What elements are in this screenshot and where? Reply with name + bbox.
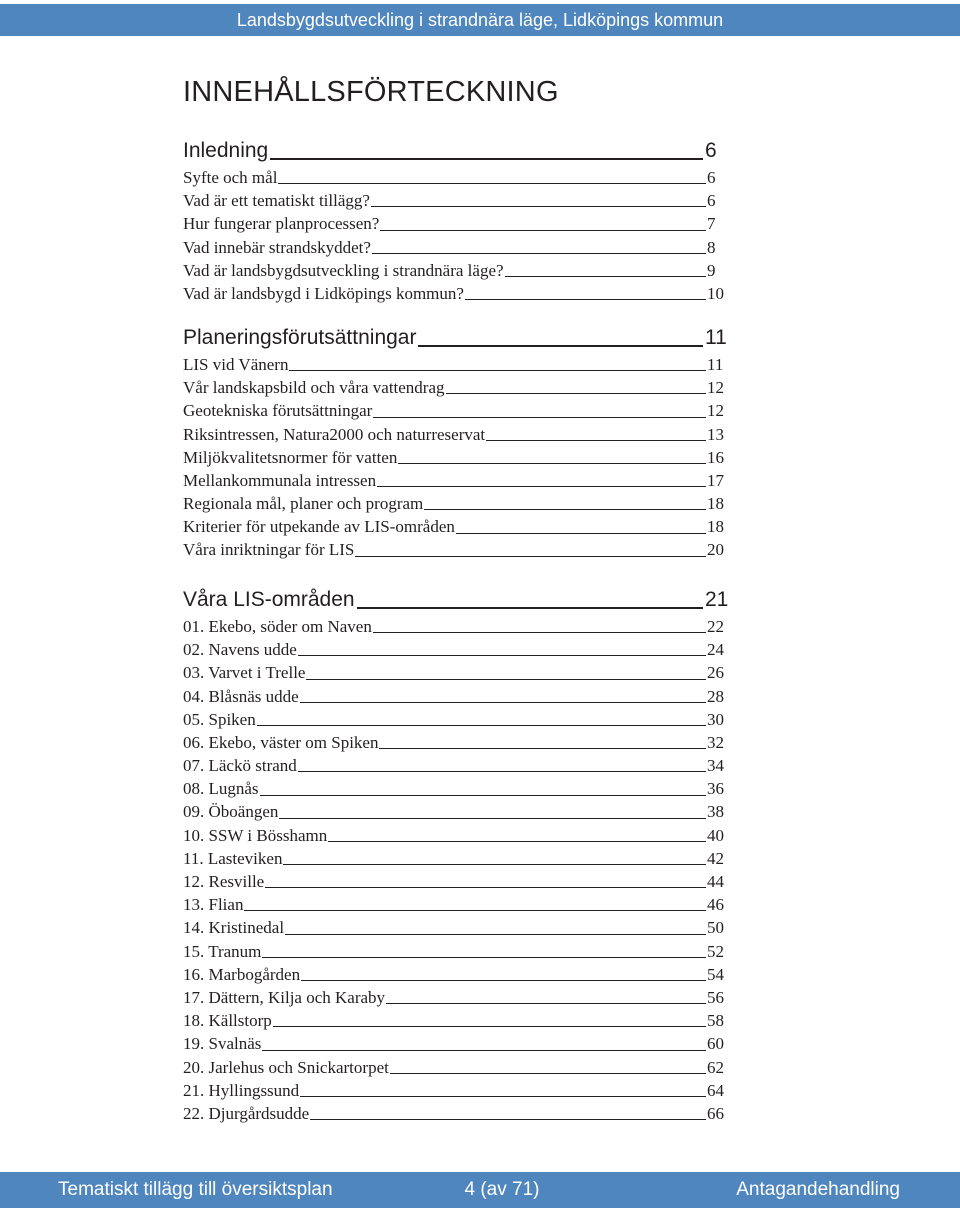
toc-entry[interactable] [183, 986, 729, 1009]
toc-entry[interactable] [183, 661, 729, 684]
dot-leader [355, 556, 706, 557]
toc-entry[interactable] [183, 1032, 729, 1055]
toc-entry-page: 18 [707, 494, 724, 514]
toc-entry-title: 13. Flian [183, 895, 244, 915]
toc-entry-page: 16 [707, 447, 724, 467]
dot-leader [279, 818, 706, 819]
toc-entry[interactable] [183, 777, 729, 800]
toc-entry[interactable] [183, 870, 729, 893]
dot-leader [285, 934, 706, 935]
dot-leader [300, 1096, 706, 1097]
dot-leader [465, 299, 706, 300]
toc-entry[interactable] [183, 1009, 729, 1032]
toc-heading-page: 11 [705, 326, 727, 349]
toc-entry[interactable] [183, 353, 729, 376]
toc-entry-page: 11 [707, 354, 724, 374]
toc-entry-page: 10 [707, 283, 724, 303]
toc-entry[interactable] [183, 236, 729, 259]
dot-leader [298, 655, 706, 656]
toc-entry-title: 07. Läckö strand [183, 756, 297, 776]
toc-entry-page: 58 [707, 1011, 724, 1031]
toc-entry-page: 52 [707, 941, 724, 961]
toc-entry[interactable] [183, 189, 729, 212]
toc-entry-page: 8 [707, 237, 716, 257]
dot-leader [244, 910, 706, 911]
toc-entry-title: 10. SSW i Bösshamn [183, 825, 328, 845]
toc-entry-page: 54 [707, 964, 724, 984]
toc-entry[interactable] [183, 1102, 729, 1125]
toc-entry-title: 01. Ekebo, söder om Naven [183, 616, 372, 636]
toc-entry-title: 11. Lasteviken [183, 848, 283, 868]
dot-leader [301, 980, 706, 981]
toc-entry-page: 40 [707, 825, 724, 845]
toc-entry-page: 6 [707, 191, 716, 211]
toc-entry-title: Vad är ett tematiskt tillägg? [183, 191, 370, 211]
dot-leader [298, 771, 706, 772]
toc-entry[interactable] [183, 1056, 729, 1079]
dot-leader [398, 463, 706, 464]
dot-leader [379, 748, 706, 749]
toc-entry[interactable] [183, 801, 729, 824]
toc-entry[interactable] [183, 1079, 729, 1102]
toc-entry[interactable] [183, 423, 729, 446]
toc-entry[interactable] [183, 399, 729, 422]
toc-entry-page: 6 [707, 167, 716, 187]
toc-entry-title: 18. Källstorp [183, 1011, 272, 1031]
header-text: Landsbygdsutveckling i strandnära läge, Lidköpings kommun [236, 10, 724, 30]
toc-entry-page: 36 [707, 779, 724, 799]
toc-entry[interactable] [183, 754, 729, 777]
toc-entry-page: 20 [707, 540, 724, 560]
toc-entry-page: 44 [707, 872, 724, 892]
toc-entry-title: 15. Tranum [183, 941, 262, 961]
toc-entry-title: Hur fungerar planprocessen? [183, 214, 380, 234]
toc-entry-title: Vad innebär strandskyddet? [183, 237, 371, 257]
toc-entry[interactable] [183, 259, 729, 282]
toc-heading-title: Våra LIS-områden [183, 588, 355, 611]
toc-entry-page: 60 [707, 1034, 724, 1054]
dot-leader [262, 957, 706, 958]
toc-entry-title: 21. Hyllingssund [183, 1080, 300, 1100]
toc-entry-page: 66 [707, 1103, 724, 1123]
toc-entry-page: 12 [707, 378, 724, 398]
toc-entry[interactable] [183, 893, 729, 916]
toc-entry[interactable] [183, 166, 729, 189]
toc-entry-title: 22. Djurgårdsudde [183, 1103, 310, 1123]
toc-entry-title: 14. Kristinedal [183, 918, 285, 938]
toc-entry-title: 02. Navens udde [183, 640, 297, 660]
toc-entry-page: 28 [707, 686, 724, 706]
toc-entry-title: 19. Svalnäs [183, 1034, 262, 1054]
toc-entry-page: 56 [707, 987, 724, 1007]
toc-section-lis-omraden [183, 585, 729, 1125]
toc-entry-title: Vad är landsbygd i Lidköpings kommun? [183, 283, 464, 303]
toc-section-inledning [183, 136, 729, 305]
dot-leader [505, 276, 706, 277]
dot-leader [418, 345, 703, 347]
dot-leader [456, 533, 706, 534]
dot-leader [380, 230, 706, 231]
toc-entry-page: 24 [707, 640, 724, 660]
toc-entry-page: 34 [707, 756, 724, 776]
toc-entry[interactable] [183, 212, 729, 235]
toc-section-heading[interactable] [183, 136, 729, 166]
toc-entry[interactable] [183, 492, 729, 515]
dot-leader [386, 1003, 706, 1004]
toc-entry[interactable] [183, 916, 729, 939]
toc-entry[interactable] [183, 446, 729, 469]
toc-entry-page: 64 [707, 1080, 724, 1100]
toc-entry-title: Miljökvalitetsnormer för vatten [183, 447, 398, 467]
dot-leader [257, 725, 706, 726]
toc-entry-title: 05. Spiken [183, 709, 256, 729]
dot-leader [390, 1073, 706, 1074]
toc-heading-page: 21 [705, 588, 729, 611]
toc-entry-page: 18 [707, 517, 724, 537]
toc-entry-page: 22 [707, 616, 724, 636]
dot-leader [283, 864, 706, 865]
dot-leader [371, 206, 706, 207]
toc-entry-page: 30 [707, 709, 724, 729]
toc-entry[interactable] [183, 847, 729, 870]
toc-entry-title: Mellankommunala intressen [183, 470, 377, 490]
toc-heading-title: Planeringsförutsättningar [183, 326, 417, 349]
toc-entry-title: 16. Marbogården [183, 964, 301, 984]
toc-entry-page: 9 [707, 260, 716, 280]
toc-entry-page: 50 [707, 918, 724, 938]
toc-entry-title: 12. Resville [183, 872, 265, 892]
toc-entry[interactable] [183, 731, 729, 754]
toc-section-heading[interactable] [183, 323, 729, 353]
toc-entry[interactable] [183, 515, 729, 538]
toc-entry[interactable] [183, 638, 729, 661]
dot-leader [373, 417, 706, 418]
toc-entry-page: 42 [707, 848, 724, 868]
page-footer [0, 1172, 960, 1208]
toc-entry-page: 46 [707, 895, 724, 915]
dot-leader [357, 607, 703, 609]
dot-leader [373, 632, 706, 633]
dot-leader [300, 702, 706, 703]
dot-leader [273, 1026, 706, 1027]
dot-leader [328, 841, 706, 842]
toc-entry-title: 04. Blåsnäs udde [183, 686, 299, 706]
toc-entry-title: Våra inriktningar för LIS [183, 540, 355, 560]
dot-leader [377, 486, 706, 487]
page-title: INNEHÅLLSFÖRTECKNING [183, 76, 559, 108]
toc-heading-title: Inledning [183, 139, 269, 162]
toc-entry[interactable] [183, 685, 729, 708]
dot-leader [310, 1119, 706, 1120]
toc-heading-page: 6 [705, 139, 717, 162]
toc-entry-page: 13 [707, 424, 724, 444]
dot-leader [372, 253, 706, 254]
toc-entry[interactable] [183, 539, 729, 562]
footer-status: Antagandehandling [736, 1179, 900, 1200]
toc-entry[interactable] [183, 469, 729, 492]
toc-entry-title: 06. Ekebo, väster om Spiken [183, 732, 379, 752]
toc-entry[interactable] [183, 376, 729, 399]
toc-entry-title: 08. Lugnås [183, 779, 259, 799]
toc-entry-list [183, 615, 729, 1125]
toc-entry-page: 38 [707, 802, 724, 822]
toc-entry-title: 17. Dättern, Kilja och Karaby [183, 987, 386, 1007]
toc-entry-title: Kriterier för utpekande av LIS-områden [183, 517, 455, 537]
toc-section-planeringsforutsattningar [183, 323, 729, 562]
dot-leader [306, 679, 706, 680]
toc-entry-title: 03. Varvet i Trelle [183, 663, 306, 683]
dot-leader [262, 1050, 706, 1051]
toc-entry-title: Syfte och mål [183, 167, 278, 187]
toc-entry[interactable] [183, 963, 729, 986]
toc-entry-title: Vår landskapsbild och våra vattendrag [183, 378, 445, 398]
toc-entry[interactable] [183, 940, 729, 963]
dot-leader [446, 393, 706, 394]
footer-page-number: 4 (av 71) [464, 1179, 540, 1200]
toc-entry-page: 32 [707, 732, 724, 752]
toc-entry-title: 09. Öboängen [183, 802, 279, 822]
toc-entry[interactable] [183, 282, 729, 305]
toc-entry[interactable] [183, 824, 729, 847]
page-header [0, 4, 960, 36]
toc-entry-page: 26 [707, 663, 724, 683]
toc-entry-page: 7 [707, 214, 716, 234]
toc-section-heading[interactable] [183, 585, 729, 615]
dot-leader [270, 158, 703, 160]
toc-entry[interactable] [183, 615, 729, 638]
toc-entry-title: LIS vid Vänern [183, 354, 289, 374]
dot-leader [289, 370, 706, 371]
footer-document-type: Tematiskt tillägg till översiktsplan [58, 1179, 333, 1200]
dot-leader [278, 183, 706, 184]
toc-entry-page: 12 [707, 401, 724, 421]
dot-leader [486, 440, 706, 441]
toc-entry-list [183, 353, 729, 562]
toc-entry[interactable] [183, 708, 729, 731]
toc-entry-title: Vad är landsbygdsutveckling i strandnära läge? [183, 260, 504, 280]
toc-entry-title: Regionala mål, planer och program [183, 494, 424, 514]
toc-entry-list [183, 166, 729, 305]
toc-entry-page: 17 [707, 470, 724, 490]
toc-entry-title: Riksintressen, Natura2000 och naturreservat [183, 424, 486, 444]
dot-leader [424, 509, 706, 510]
toc-entry-title: Geotekniska förutsättningar [183, 401, 373, 421]
toc-entry-title: 20. Jarlehus och Snickartorpet [183, 1057, 389, 1077]
dot-leader [260, 795, 706, 796]
toc-entry-page: 62 [707, 1057, 724, 1077]
dot-leader [265, 887, 706, 888]
